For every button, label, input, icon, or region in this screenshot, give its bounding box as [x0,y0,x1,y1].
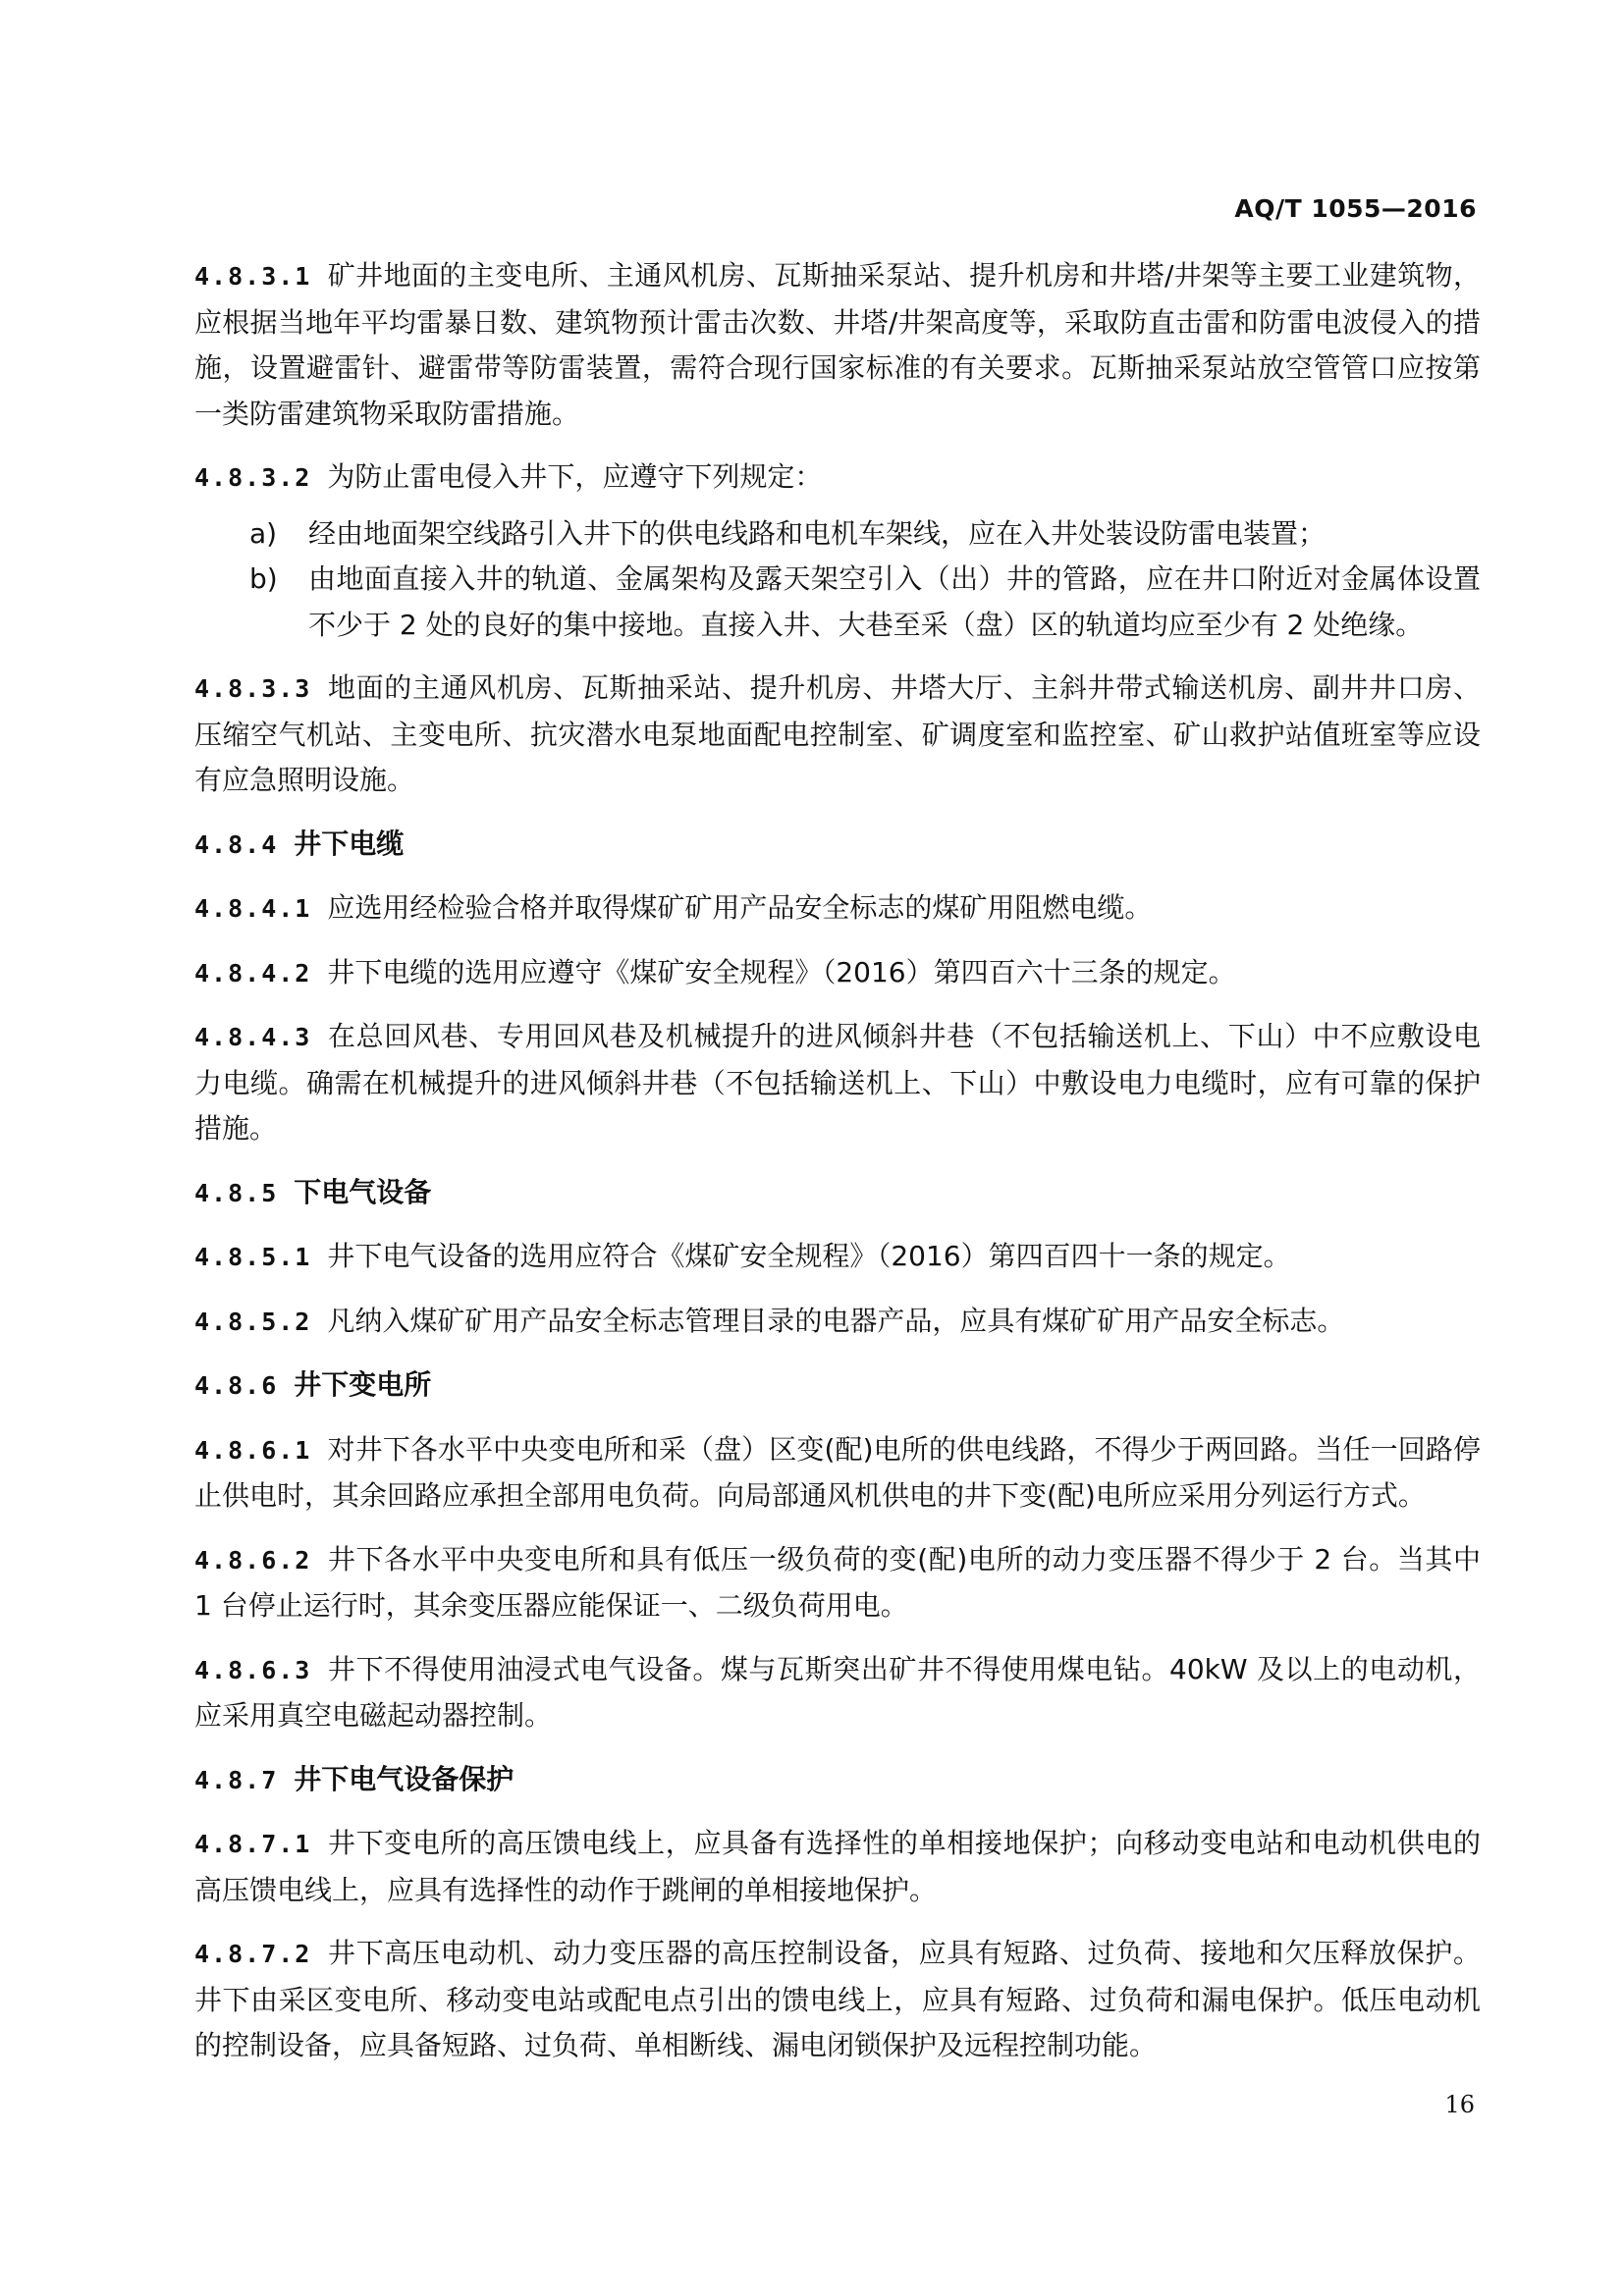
clause-4-8-5-1 [194,1234,1481,1281]
section-heading-4-8-4 [194,822,1481,869]
section-title: 井下电缆 [294,827,405,860]
section-number: 4.8.5 [194,1178,279,1207]
standard-code: AQ/T 1055—2016 [1234,194,1477,223]
section-title: 下电气设备 [294,1175,432,1208]
clause-4-8-3-3 [194,666,1481,804]
list-marker: b) [249,562,278,595]
clause-text: 在总回风巷、专用回风巷及机械提升的进风倾斜井巷（不包括输送机上、下山）中不应敷设电力电缆。确需在机械提升的进风倾斜井巷（不包括输送机上、下山）中敷设电力电缆时，应有可靠的保护措施。 [194,1020,1481,1145]
clause-text: 井下不得使用油浸式电气设备。煤与瓦斯突出矿井不得使用煤电钻。40kW 及以上的电动机，应采用真空电磁起动器控制。 [194,1652,1481,1732]
clause-4-8-6-2 [194,1537,1481,1629]
clause-number: 4.8.3.3 [194,674,312,703]
clause-text: 井下变电所的高压馈电线上，应具备有选择性的单相接地保护；向移动变电站和电动机供电的高压馈电线上，应具有选择性的动作于跳闸的单相接地保护。 [194,1827,1481,1906]
clause-number: 4.8.3.2 [194,463,312,492]
clause-text: 矿井地面的主变电所、主通风机房、瓦斯抽采泵站、提升机房和井塔/井架等主要工业建筑物，应根据当地年平均雷暴日数、建筑物预计雷击次数、井塔/井架高度等，采取防直击雷和防雷电波侵入的措施，设置避雷针、避雷带等防雷装置，需符合现行国家标准的有关要求。瓦斯抽采泵站放空管管口应按第一类防雷建筑物采取防雷措施。 [194,259,1481,430]
clause-number: 4.8.6.2 [194,1545,312,1575]
clause-text: 应选用经检验合格并取得煤矿矿用产品安全标志的煤矿用阻燃电缆。 [327,891,1153,924]
section-title: 井下电气设备保护 [294,1762,514,1795]
section-title: 井下变电所 [294,1368,432,1401]
clause-number: 4.8.7.1 [194,1830,312,1858]
list-item [194,557,1481,648]
section-heading-4-8-5 [194,1170,1481,1217]
document-body [194,253,1481,2087]
clause-number: 4.8.5.1 [194,1243,312,1271]
clause-number: 4.8.3.1 [194,262,312,291]
clause-number: 4.8.6.3 [194,1655,312,1684]
clause-text: 对井下各水平中央变电所和采（盘）区变(配)电所的供电线路，不得少于两回路。当任一回路停止供电时，其余回路应承担全部用电负荷。向局部通风机供电的井下变(配)电所应采用分列运行方式。 [194,1432,1481,1512]
clause-number: 4.8.5.2 [194,1307,312,1336]
clause-number: 4.8.7.2 [194,1940,312,1968]
clause-text: 地面的主通风机房、瓦斯抽采站、提升机房、井塔大厅、主斜井带式输送机房、副井井口房、压缩空气机站、主变电所、抗灾潜水电泵地面配电控制室、矿调度室和监控室、矿山救护站值班室等应设有应急照明设施。 [194,671,1481,796]
list-item-text: 经由地面架空线路引入井下的供电线路和电机车架线，应在入井处装设防雷电装置； [308,516,1326,550]
clause-4-8-4-3 [194,1014,1481,1152]
section-number: 4.8.6 [194,1371,279,1400]
clause-text: 井下各水平中央变电所和具有低压一级负荷的变(配)电所的动力变压器不得少于 2 台。当其中 1 台停止运行时，其余变压器应能保证一、二级负荷用电。 [194,1542,1481,1622]
clause-text: 井下电气设备的选用应符合《煤矿安全规程》（2016）第四百四十一条的规定。 [327,1240,1291,1272]
lightning-rules-list [194,511,1481,649]
clause-4-8-7-2 [194,1931,1481,2069]
clause-number: 4.8.4.1 [194,894,312,923]
clause-text: 凡纳入煤矿矿用产品安全标志管理目录的电器产品，应具有煤矿矿用产品安全标志。 [327,1304,1345,1337]
clause-text: 井下电缆的选用应遵守《煤矿安全规程》（2016）第四百六十三条的规定。 [327,955,1236,988]
clause-4-8-5-2 [194,1299,1481,1346]
clause-number: 4.8.6.1 [194,1435,312,1465]
clause-number: 4.8.4.3 [194,1023,312,1051]
section-heading-4-8-6 [194,1362,1481,1410]
clause-4-8-3-2 [194,454,1481,502]
list-item [194,511,1481,558]
page-number: 16 [1444,2091,1475,2118]
clause-4-8-6-3 [194,1647,1481,1739]
clause-4-8-7-1 [194,1821,1481,1913]
clause-4-8-4-1 [194,885,1481,933]
section-number: 4.8.7 [194,1765,279,1794]
section-number: 4.8.4 [194,829,279,859]
list-marker: a) [249,516,278,550]
list-item-text: 由地面直接入井的轨道、金属架构及露天架空引入（出）井的管路，应在井口附近对金属体设置不少于 2 处的良好的集中接地。直接入井、大巷至采（盘）区的轨道均应至少有 2 处绝缘。 [308,562,1481,641]
clause-text: 井下高压电动机、动力变压器的高压控制设备，应具有短路、过负荷、接地和欠压释放保护。井下由采区变电所、移动变电站或配电点引出的馈电线上，应具有短路、过负荷和漏电保护。低压电动机的控制设备，应具备短路、过负荷、单相断线、漏电闭锁保护及远程控制功能。 [194,1937,1481,2061]
clause-text: 为防止雷电侵入井下，应遵守下列规定： [327,460,823,493]
section-heading-4-8-7 [194,1757,1481,1804]
clause-4-8-4-2 [194,950,1481,997]
clause-4-8-3-1 [194,253,1481,437]
clause-4-8-6-1 [194,1427,1481,1520]
clause-number: 4.8.4.2 [194,958,312,988]
